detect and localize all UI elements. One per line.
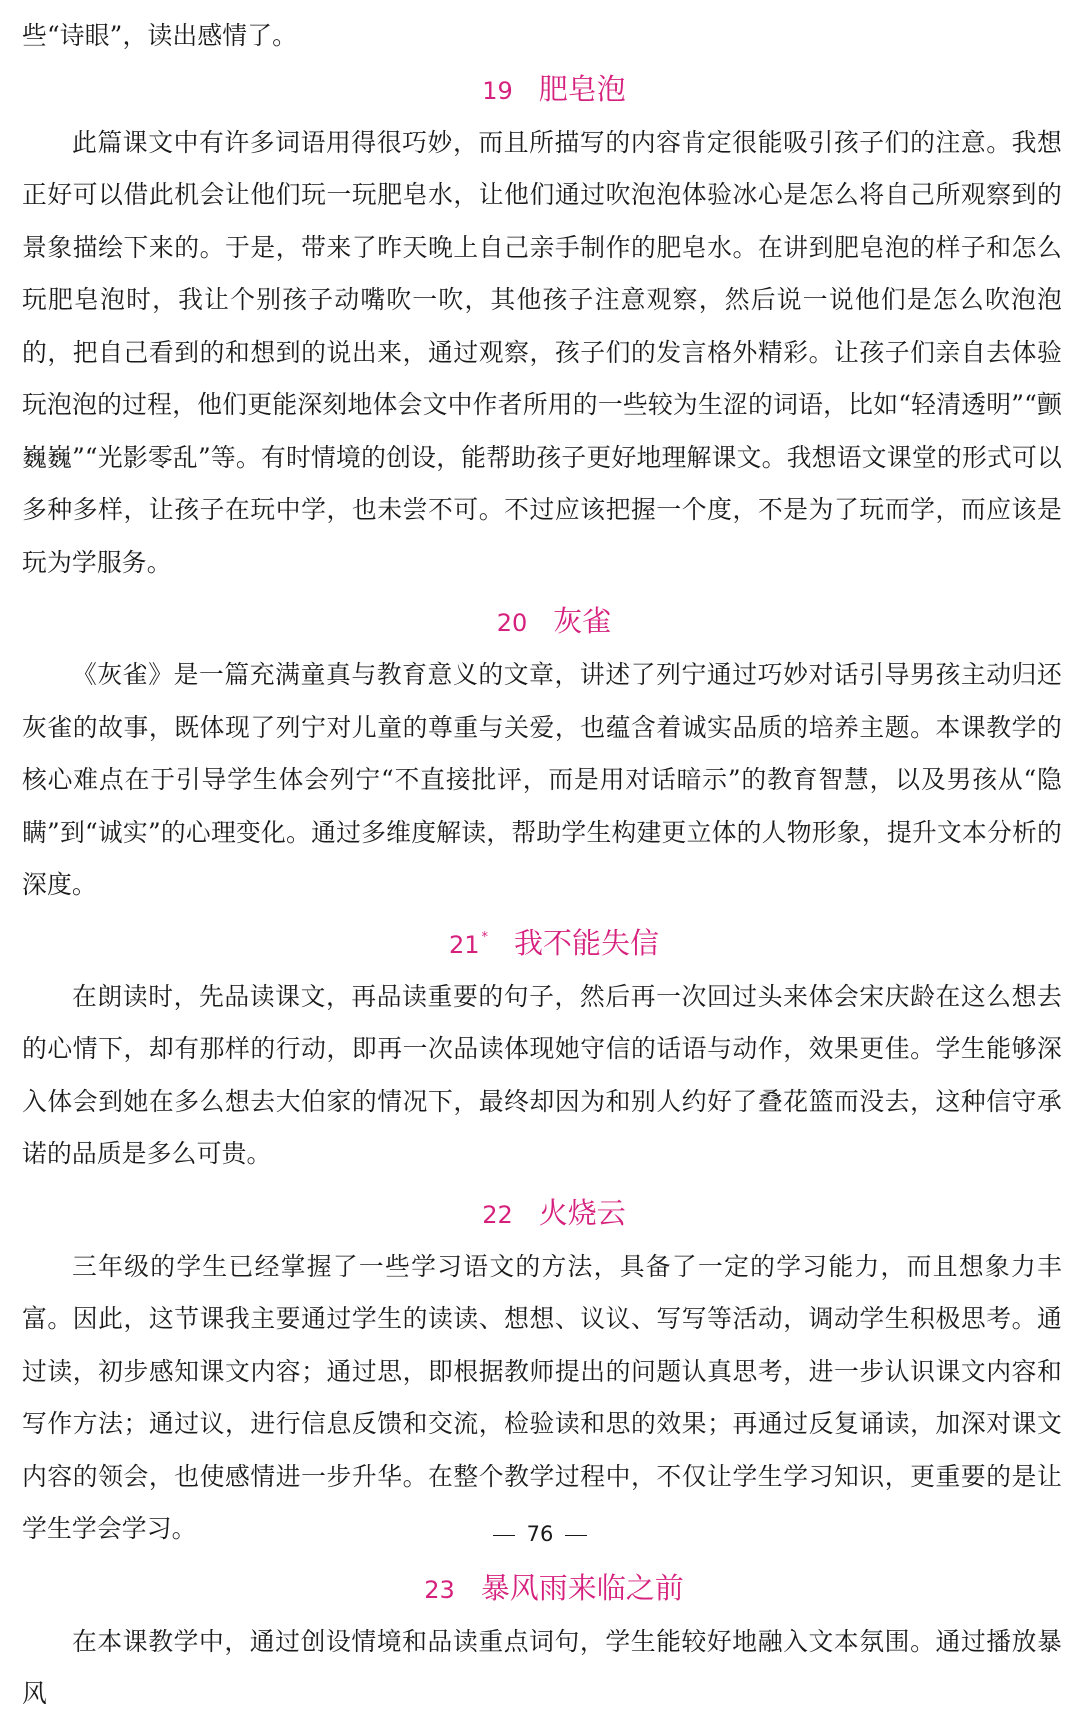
lesson-heading-23 [22, 1562, 1062, 1616]
lesson-heading-19 [22, 63, 1062, 117]
lesson-heading-20 [22, 595, 1062, 649]
lesson-title: 肥皂泡 [538, 71, 626, 106]
lesson-paragraph-23: 在本课教学中，通过创设情境和品读重点词句，学生能较好地融入文本氛围。通过播放暴风 [22, 1626, 1062, 1708]
lesson-number: 21 * [448, 929, 489, 959]
page-body [22, 10, 1062, 1721]
lesson-heading-22 [22, 1187, 1062, 1241]
lesson-heading-21 [22, 912, 1062, 971]
optional-lesson-star: * [481, 929, 489, 945]
page-footer [0, 1522, 1080, 1546]
page-number: 76 [526, 1522, 554, 1546]
lesson-number: 20 [496, 609, 528, 637]
paragraph-continued: 些“诗眼”，读出感情了。 [22, 21, 298, 50]
lesson-number: 23 [424, 1575, 455, 1604]
lesson-title: 暴风雨来临之前 [480, 1570, 684, 1605]
lesson-title: 灰雀 [553, 604, 612, 638]
lesson-title: 火烧云 [538, 1195, 626, 1230]
lesson-paragraph-19: 此篇课文中有许多词语用得很巧妙，而且所描写的内容肯定很能吸引孩子们的注意。我想正好可以借此机会让他们玩一玩肥皂水，让他们通过吹泡泡体验冰心是怎么将自己所观察到的景象描绘下来的。于是，带来了昨天晚上自己亲手制作的肥皂水。在讲到肥皂泡的样子和怎么玩肥皂泡时，我让个别孩子动嘴吹一吹，其他孩子注意观察，然后说一说他们是怎么吹泡泡的，把自己看到的和想到的说出来，通过观察，孩子们的发言格外精彩。让孩子们亲自去体验玩泡泡的过程，他们更能深刻地体会文中作者所用的一些较为生涩的词语，比如“轻清透明”“颤巍巍”“光影零乱”等。有时情境的创设，能帮助孩子更好地理解课文。我想语文课堂的形式可以多种多样，让孩子在玩中学，也未尝不可。不过应该把握一个度，不是为了玩而学，而应该是玩为学服务。 [22, 127, 1062, 577]
lesson-paragraph-20: 《灰雀》是一篇充满童真与教育意义的文章，讲述了列宁通过巧妙对话引导男孩主动归还灰雀的故事，既体现了列宁对儿童的尊重与关爱，也蕴含着诚实品质的培养主题。本课教学的核心难点在于引导学生体会列宁“不直接批评，而是用对话暗示”的教育智慧，以及男孩从“隐瞒”到“诚实”的心理变化。通过多维度解读，帮助学生构建更立体的人物形象，提升文本分析的深度。 [22, 660, 1062, 899]
footer-dash-left [493, 1535, 515, 1536]
lesson-paragraph-22: 三年级的学生已经掌握了一些学习语文的方法，具备了一定的学习能力，而且想象力丰富。因此，这节课我主要通过学生的读读、想想、议议、写写等活动，调动学生积极思考。通过读，初步感知课文内容；通过思，即根据教师提出的问题认真思考，进一步认识课文内容和写作方法；通过议，进行信息反馈和交流，检验读和思的效果；再通过反复诵读，加深对课文内容的领会，也使感情进一步升华。在整个教学过程中，不仅让学生学习知识，更重要的是让学生学会学习。 [22, 1251, 1062, 1543]
lesson-number: 19 [482, 76, 513, 105]
lesson-title: 我不能失信 [514, 925, 660, 960]
lesson-paragraph-21: 在朗读时，先品读课文，再品读重要的句子，然后再一次回过头来体会宋庆龄在这么想去的心情下，却有那样的行动，即再一次品读体现她守信的话语与动作，效果更佳。学生能够深入体会到她在多么想去大伯家的情况下，最终却因为和别人约好了叠花篮而没去，这种信守承诺的品质是多么可贵。 [22, 981, 1062, 1168]
footer-dash-right [565, 1535, 587, 1536]
lesson-number: 22 [482, 1200, 513, 1229]
